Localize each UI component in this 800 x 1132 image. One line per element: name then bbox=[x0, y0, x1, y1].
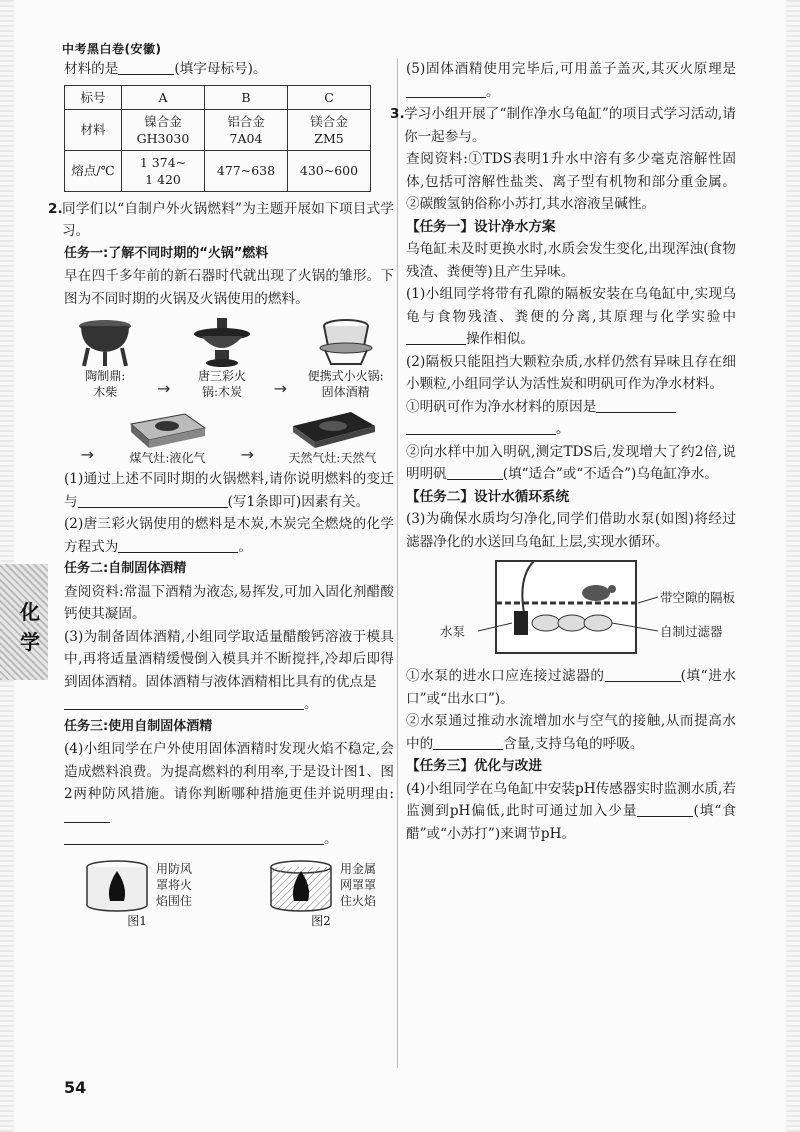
table-cell: B bbox=[205, 85, 288, 109]
answer-blank[interactable] bbox=[637, 801, 693, 817]
windproof-figures bbox=[64, 857, 394, 929]
question-3-3-2: ②水泵通过推动水流增加水与空气的接触,从而提高水中的 含量,支持乌龟的呼吸。 bbox=[406, 713, 736, 752]
task-3-title: 任务三:使用自制固体酒精 bbox=[64, 718, 213, 734]
right-column bbox=[390, 58, 736, 845]
side-tab-char-2: 学 bbox=[20, 630, 40, 654]
task-3-title: 【任务三】优化与改进 bbox=[406, 758, 542, 774]
label-filter: 自制过滤器 bbox=[660, 624, 723, 639]
figure-label: 用防风 罩将火 焰围住 bbox=[156, 861, 193, 908]
task-1-title: 【任务一】设计净水方案 bbox=[406, 218, 556, 235]
figure-caption: 图1 bbox=[127, 913, 147, 928]
figure-caption: 便携式小火锅: 固体酒精 bbox=[307, 369, 384, 399]
column-divider bbox=[397, 58, 398, 1068]
windshield-flame-icon bbox=[82, 857, 152, 913]
figure-natural-gas-stove bbox=[287, 406, 377, 466]
side-tab-char-1: 化 bbox=[20, 600, 40, 624]
figure-gas-stove bbox=[127, 406, 207, 466]
question-number: 2. bbox=[48, 200, 63, 217]
answer-blank[interactable] bbox=[447, 464, 503, 480]
figure-1 bbox=[82, 857, 192, 929]
intro-line: 材料的是 (填字母标号)。 bbox=[64, 61, 267, 77]
figure-label: 用金属 网罩罩 住火焰 bbox=[339, 861, 376, 908]
answer-blank[interactable] bbox=[64, 807, 110, 823]
answer-blank[interactable] bbox=[78, 492, 228, 508]
page-edge-right bbox=[786, 0, 800, 1132]
left-column bbox=[48, 58, 394, 931]
hotpot-figure-row-1 bbox=[64, 316, 394, 400]
materials-table bbox=[64, 85, 371, 192]
answer-blank[interactable] bbox=[406, 82, 486, 98]
table-cell: A bbox=[122, 85, 205, 109]
metal-mesh-flame-icon bbox=[266, 857, 336, 913]
question-3-4: (4)小组同学在乌龟缸中安装pH传感器实时监测水质,若监测到pH偏低,此时可通过加入少量 (填“食醋”或“小苏打”)来调节pH。 bbox=[406, 780, 736, 842]
answer-blank[interactable] bbox=[64, 829, 324, 845]
figure-tripod bbox=[74, 316, 136, 400]
answer-blank[interactable] bbox=[406, 419, 556, 435]
question-3-2-1: ①明矾可作为净水材料的原因是 。 bbox=[406, 396, 736, 441]
arrow-right-icon: → bbox=[156, 378, 171, 398]
answer-blank[interactable] bbox=[406, 329, 466, 345]
table-row bbox=[65, 85, 371, 109]
task-1-text: 乌龟缸未及时更换水时,水质会发生变化,出现浑浊(食物残渣、粪便等)且产生异味。 bbox=[406, 241, 736, 280]
question-2-2: (2)唐三彩火锅使用的燃料是木炭,木炭完全燃烧的化学方程式为 。 bbox=[64, 516, 394, 555]
answer-blank[interactable] bbox=[596, 397, 676, 413]
question-2-3: (3)为制备固体酒精,小组同学取适量醋酸钙溶液于模具中,再将适量酒精缓慢倒入模具并不断搅拌,冷却后即得到固体酒精。固体酒精与液体酒精相比具有的优点是 。 bbox=[64, 628, 394, 712]
label-pump: 水泵 bbox=[440, 624, 466, 639]
figure-caption: 唐三彩火 锅:木炭 bbox=[197, 369, 246, 399]
arrow-right-icon: → bbox=[80, 444, 95, 464]
hotpot-figure-row-2 bbox=[64, 406, 394, 466]
figure-caption: 陶制鼎: 木柴 bbox=[85, 369, 126, 399]
figure-tang-pot bbox=[191, 316, 253, 400]
table-cell: 477~638 bbox=[205, 150, 288, 191]
question-2-1: (1)通过上述不同时期的火锅燃料,请你说明燃料的变迁与 (写1条即可)因素有关。 bbox=[64, 471, 394, 510]
question-3-3: (3)为确保水质均匀净化,同学们借助水泵(如图)将经过滤器净化的水送回乌龟缸上层,实现水循环。 bbox=[406, 511, 736, 550]
table-header-cell: 标号 bbox=[65, 85, 122, 109]
table-header-cell: 材料 bbox=[65, 109, 122, 150]
subject-side-tab bbox=[0, 564, 48, 680]
figure-2 bbox=[266, 857, 376, 929]
answer-blank[interactable] bbox=[605, 666, 681, 682]
gas-stove-icon bbox=[127, 406, 207, 450]
arrow-right-icon: → bbox=[273, 378, 287, 398]
question-3-info: 查阅资料:①TDS表明1升水中溶有多少毫克溶解性固体,包括可溶解性盐类、离子型有机物和部分重金属。②碳酸氢钠俗称小苏打,其水溶液呈碱性。 bbox=[406, 151, 736, 212]
portable-hotpot-icon bbox=[311, 316, 381, 368]
answer-blank[interactable] bbox=[118, 537, 238, 553]
figure-caption: 图2 bbox=[311, 913, 331, 928]
figure-caption: 天然气灶:天然气 bbox=[288, 451, 377, 465]
answer-blank[interactable] bbox=[64, 694, 304, 710]
table-header-cell: 熔点/℃ bbox=[65, 150, 122, 191]
tang-sancai-pot-icon bbox=[191, 316, 253, 368]
question-2: 2. 同学们以“自制户外火锅燃料”为主题开展如下项目式学习。 bbox=[64, 198, 394, 243]
table-row bbox=[65, 150, 371, 191]
natural-gas-stove-icon bbox=[287, 406, 377, 450]
question-3-3-1: ①水泵的进水口应连接过滤器的 (填“进水口”或“出水口”)。 bbox=[406, 668, 736, 707]
question-3-2-2: ②向水样中加入明矾,测定TDS后,发现增大了约2倍,说明明矾 (填“适合”或“不适合”)乌龟缸净水。 bbox=[406, 443, 736, 482]
answer-blank[interactable] bbox=[433, 734, 503, 750]
arrow-right-icon: → bbox=[240, 444, 255, 464]
label-partition: 带空隙的隔板 bbox=[660, 590, 736, 605]
table-cell: 镍合金 GH3030 bbox=[122, 109, 205, 150]
question-3: 3. 学习小组开展了“制作净水乌龟缸”的项目式学习活动,请你一起参与。 bbox=[406, 103, 736, 148]
table-cell: C bbox=[288, 85, 371, 109]
tripod-pot-icon bbox=[74, 316, 136, 368]
question-3-2: (2)隔板只能阻挡大颗粒杂质,水样仍然有异味且存在细小颗粒,小组同学认为活性炭和明矾可作为净水材料。 bbox=[406, 353, 736, 392]
figure-caption: 煤气灶:液化气 bbox=[129, 451, 206, 465]
table-row bbox=[65, 109, 371, 150]
answer-blank[interactable] bbox=[118, 59, 174, 75]
task-1-title: 任务一:了解不同时期的“火锅”燃料 bbox=[64, 245, 269, 261]
page-number: 54 bbox=[64, 1078, 87, 1097]
page-header: 中考黑白卷(安徽) bbox=[62, 42, 162, 56]
question-2-5: (5)固体酒精使用完毕后,可用盖子盖灭,其灭火原理是。 bbox=[406, 61, 736, 100]
figure-portable-pot bbox=[308, 316, 384, 400]
water-cycle-figure bbox=[406, 557, 736, 661]
question-3-1: (1)小组同学将带有孔隙的隔板安装在乌龟缸中,实现乌龟与食物残渣、粪便的分离,其原理与化学实验中操作相似。 bbox=[406, 286, 736, 347]
table-cell: 铝合金 7A04 bbox=[205, 109, 288, 150]
task-2-title: 任务二:自制固体酒精 bbox=[64, 561, 187, 576]
question-2-4: (4)小组同学在户外使用固体酒精时发现火焰不稳定,会造成燃料浪费。为提高燃料的利用率,于是设计图1、图2两种防风措施。请你判断哪种措施更佳并说明理由: 。 bbox=[64, 741, 394, 847]
table-cell: 1 374~ 1 420 bbox=[122, 150, 205, 191]
task-2-info: 查阅资料:常温下酒精为液态,易挥发,可加入固化剂醋酸钙使其凝固。 bbox=[64, 583, 394, 622]
table-cell: 镁合金 ZM5 bbox=[288, 109, 371, 150]
table-cell: 430~600 bbox=[288, 150, 371, 191]
question-number: 3. bbox=[390, 106, 405, 122]
task-2-title: 【任务二】设计水循环系统 bbox=[406, 488, 570, 505]
task-1-text: 早在四千多年前的新石器时代就出现了火锅的雏形。下图为不同时期的火锅及火锅使用的燃料。 bbox=[64, 268, 394, 307]
